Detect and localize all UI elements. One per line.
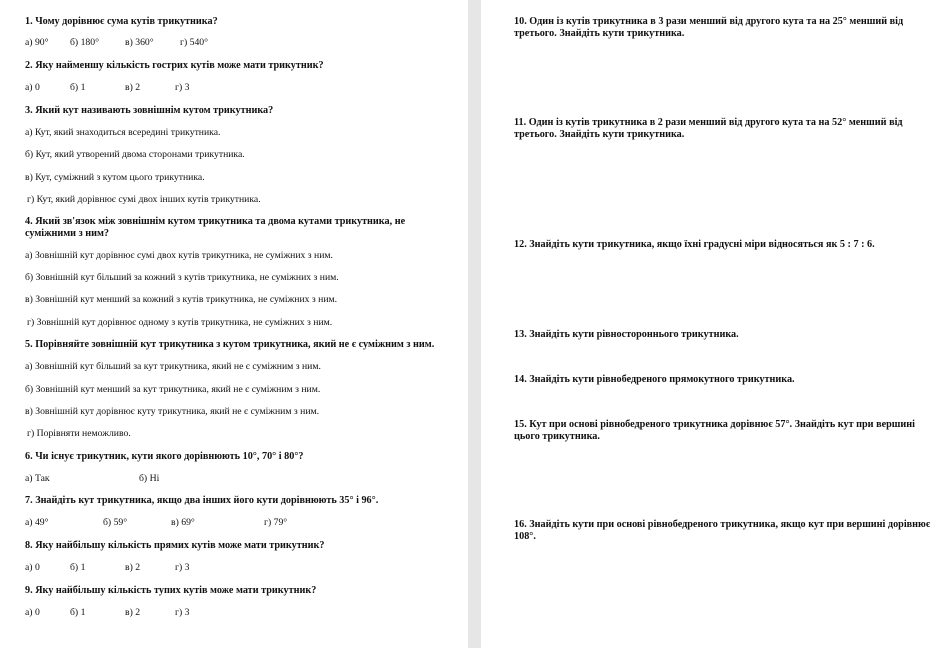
q2-option-d: г) 3 bbox=[175, 82, 190, 93]
question-3: 3. Який кут називають зовнішнім кутом трикутника? bbox=[25, 105, 274, 116]
q7-option-a: а) 49° bbox=[25, 517, 49, 528]
q7-option-b: б) 59° bbox=[103, 517, 128, 528]
q8-option-a: а) 0 bbox=[25, 562, 40, 573]
question-7: 7. Знайдіть кут трикутника, якщо два інших його кути дорівнюють 35° і 96°. bbox=[25, 495, 379, 506]
document-page-left bbox=[0, 0, 468, 648]
q5-option-d: г) Порівняти неможливо. bbox=[27, 428, 131, 439]
question-9: 9. Яку найбільшу кількість тупих кутів може мати трикутник? bbox=[25, 585, 317, 596]
question-10: 10. Один із кутів трикутника в 3 рази менший від другого кута та на 25° менший від третього. Знайдіть кути трикутника. bbox=[514, 16, 904, 39]
q1-option-d: г) 540° bbox=[180, 37, 209, 48]
question-11: 11. Один із кутів трикутника в 2 рази менший від другого кута та на 52° менший від третього. Знайдіть кути трикутника. bbox=[514, 117, 903, 140]
document-page-right bbox=[481, 0, 940, 648]
q9-option-b: б) 1 bbox=[70, 607, 86, 618]
q4-option-a: а) Зовнішній кут дорівнює сумі двох кутів трикутника, не суміжних з ним. bbox=[25, 250, 333, 261]
question-12: 12. Знайдіть кути трикутника, якщо їхні градусні міри відносяться як 5 : 7 : 6. bbox=[514, 239, 875, 250]
question-2: 2. Яку найменшу кількість гострих кутів може мати трикутник? bbox=[25, 60, 324, 71]
question-13: 13. Знайдіть кути рівностороннього трикутника. bbox=[514, 329, 739, 340]
question-14: 14. Знайдіть кути рівнобедреного прямокутного трикутника. bbox=[514, 374, 795, 385]
q5-option-b: б) Зовнішній кут менший за кут трикутника, який не є суміжним з ним. bbox=[25, 384, 321, 395]
question-8: 8. Яку найбільшу кількість прямих кутів може мати трикутник? bbox=[25, 540, 325, 551]
q6-option-b: б) Ні bbox=[139, 473, 160, 484]
q2-option-b: б) 1 bbox=[70, 82, 86, 93]
question-1: 1. Чому дорівнює сума кутів трикутника? bbox=[25, 16, 218, 27]
q3-option-a: а) Кут, який знаходиться всередині трикутника. bbox=[25, 127, 221, 138]
q1-option-b: б) 180° bbox=[70, 37, 99, 48]
q3-option-d: г) Кут, який дорівнює сумі двох інших кутів трикутника. bbox=[27, 194, 261, 205]
q2-option-a: а) 0 bbox=[25, 82, 40, 93]
q2-option-c: в) 2 bbox=[125, 82, 141, 93]
q4-option-d: г) Зовнішній кут дорівнює одному з кутів трикутника, не суміжних з ним. bbox=[27, 317, 333, 328]
q9-option-c: в) 2 bbox=[125, 607, 141, 618]
question-6: 6. Чи існує трикутник, кути якого дорівнюють 10°, 70° і 80°? bbox=[25, 451, 304, 462]
question-15: 15. Кут при основі рівнобедреного трикутника дорівнює 57°. Знайдіть кут при вершині цього трикутника. bbox=[514, 419, 915, 442]
q4-option-b: б) Зовнішній кут більший за кожний з кутів трикутника, не суміжних з ним. bbox=[25, 272, 339, 283]
q3-option-b: б) Кут, який утворений двома сторонами трикутника. bbox=[25, 149, 245, 160]
q7-option-d: г) 79° bbox=[264, 517, 288, 528]
q1-option-a: а) 90° bbox=[25, 37, 49, 48]
q7-option-c: в) 69° bbox=[171, 517, 195, 528]
question-16: 16. Знайдіть кути при основі рівнобедреного трикутника, якщо кут при вершині дорівнює 108°. bbox=[514, 519, 931, 542]
q5-option-c: в) Зовнішній кут дорівнює куту трикутника, який не є суміжним з ним. bbox=[25, 406, 320, 417]
q6-option-a: а) Так bbox=[25, 473, 50, 484]
q5-option-a: а) Зовнішній кут більший за кут трикутника, який не є суміжним з ним. bbox=[25, 361, 321, 372]
question-5: 5. Порівняйте зовнішній кут трикутника з кутом трикутника, який не є суміжним з ним. bbox=[25, 339, 435, 350]
q3-option-c: в) Кут, суміжний з кутом цього трикутника. bbox=[25, 172, 205, 183]
q9-option-a: а) 0 bbox=[25, 607, 40, 618]
q8-option-b: б) 1 bbox=[70, 562, 86, 573]
q4-option-c: в) Зовнішній кут менший за кожний з кутів трикутника, не суміжних з ним. bbox=[25, 294, 338, 305]
q9-option-d: г) 3 bbox=[175, 607, 190, 618]
question-4: 4. Який зв'язок між зовнішнім кутом трикутника та двома кутами трикутника, не суміжними з ним? bbox=[25, 216, 406, 239]
q1-option-c: в) 360° bbox=[125, 37, 154, 48]
q8-option-d: г) 3 bbox=[175, 562, 190, 573]
q8-option-c: в) 2 bbox=[125, 562, 141, 573]
